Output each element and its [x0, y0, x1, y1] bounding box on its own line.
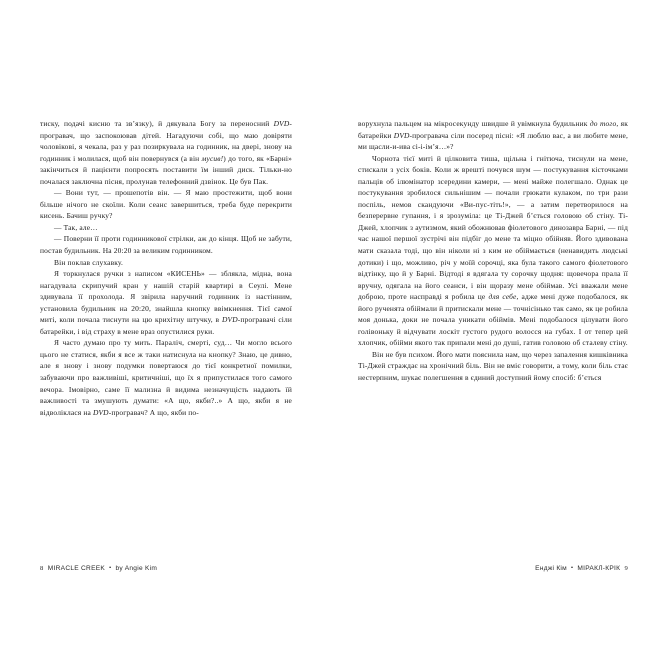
body-text: -програвач, що заспокоював дітей. Нагадуючи собі, що маю довіряти чоловікові, я чекала, раз у раз позиркувала на годинник, на двері, знову на годинник і молилася, щоб він повернувся (а він	[40, 119, 292, 163]
left-page-running-author: by Angie Kim	[115, 565, 158, 572]
right-page-running-author: Енджі Кім	[535, 565, 567, 572]
paragraph	[358, 349, 628, 384]
left-page-body-text	[40, 118, 292, 418]
paragraph	[40, 118, 292, 187]
emphasis-text: DVD	[221, 315, 238, 325]
paragraph	[40, 187, 292, 222]
paragraph	[40, 337, 292, 418]
emphasis-text: мусив!	[201, 153, 224, 163]
emphasis-text: DVD	[273, 119, 290, 128]
left-page-footer	[40, 565, 157, 572]
body-text: — Поверни її проти годинникової стрілки, аж до кінця. Щоб не забути, постав будильник. На 20:20 за великим годинником.	[40, 234, 292, 256]
body-text: ) до того, як «Барні» закінчиться й пацієнти попросять поставити їм інший диск. Тільки-но почалася заключна пісня, пролунав телефонний дзвінок. Це був Пак.	[40, 153, 293, 186]
body-text: ворухнула пальцем на мікросекунду швидше й увімкнула будильник	[358, 119, 590, 128]
body-text: — Так, але…	[54, 222, 98, 232]
paragraph	[40, 257, 292, 269]
right-page-footer	[535, 565, 628, 572]
paragraph	[40, 233, 292, 256]
emphasis-text: до того	[589, 119, 617, 128]
left-page-folio: 8	[40, 565, 44, 572]
body-text: -програвач? А що, якби по-	[108, 407, 199, 417]
right-page-folio: 9	[624, 565, 628, 572]
right-page-body-text	[358, 118, 628, 384]
body-text: -програвача сіли посеред пісні: «Я люблю вас, а ви любите мене, ми щасли-и-ива сі-і-імʼя…»?	[358, 130, 629, 152]
body-text: -програвачі сіли батарейки, і від страху в мене враз опустилися руки.	[40, 315, 292, 336]
emphasis-text: для себе	[488, 292, 517, 302]
body-text: , адже мені дуже подобалося, як його рученята обіймали й притискали мене — точнісінько так само, як це робила моя донька, доки не почала уникати обіймів. Мені подобалося цілувати його голівоньку й відчувати лоскіт густого рудого волосся на губах. І от тепер цей хлопчик, обійми якого так припали мені до душі, гатив головою об сталеву стіну.	[358, 292, 628, 348]
left-page-running-title: MIRACLE CREEK	[47, 565, 106, 572]
right-page-running-title: МІРАКЛ-КРІК	[577, 565, 621, 572]
paragraph	[40, 268, 292, 337]
paragraph	[358, 118, 628, 153]
body-text: Я торкнулася ручки з написом «КИСЕНЬ» — зблякла, мідна, вона нагадувала скрипучий кран у нашій старій квартирі в Сеулі. Мене здивувала її прохолода. Я звірила наручний годинник із настінним, установила будильник на 20:20, знайшла кнопку ввімкнення. Тієї самої миті, коли почала тиснути на цю крихітну штучку, в	[40, 269, 292, 325]
body-text: , як батарейки	[358, 119, 629, 140]
footer-separator-icon: ▪	[571, 565, 574, 572]
body-text: — Вони тут, — прошепотів він. — Я маю простежити, щоб вони більше нічого не скоїли. Коли сеанс завершиться, треба буде перекрити кисень. Бачиш ручку?	[40, 188, 292, 221]
body-text: Чорнота тієї миті й цілковита тиша, щільна і гнітюча, тиснули на мене, стискали з усіх боків. Коли ж врешті почувся шум — постукування кісточками пальців об ілюмінатор зсередини камери, — мені майже полегшало. Однак це постукування зробилося сильнішим — почали грюкати кулаком, по три рази поспіль, немов скандуючи «Ви-пус-тіть!», — а затим перетворилося на безперервне гупання, і я зрозуміла: це Ті-Джей бʼється головою об стіну. Ті-Джей, хлопчик з аутизмом, який обожнював фіолетового динозавра Барні, — під час нашої першої зустрічі він підбіг до мене та міцно обійняв. Його здивована мати сказала тоді, що він ніколи ні з ким не обіймається (ненавидить людські дотики) і що, можливо, річ у моїй сорочці, яка була такого самого фіолетового відтінку, що й у Барні. Відтоді я вдягала ту сорочку щодня: щовечора прала її вручну, одягала на його сеанси, і він щоразу мене обіймав. Усі вважали мене доброю, проте насправді я робила це	[358, 153, 628, 302]
paragraph	[358, 153, 628, 349]
right-page	[325, 0, 650, 650]
emphasis-text: DVD	[92, 407, 109, 417]
body-text: Я часто думаю про ту мить. Параліч, смерті, суд… Чи могло всього цього не статися, якби я все ж таки натиснула на кнопку? Знаю, це дивно, але я знову і знову подумки повертаюся до тієї конкретної помилки, забуваючи про важливіші, критичніші, що їх я припустилася того самого вечора. Імовірно, саме її мализна й видима незначущість надають їй важливості та змушують думати: «А що, якби?..» А що, якби я не відволіклася на	[40, 338, 292, 417]
paragraph	[40, 222, 292, 234]
body-text: тиску, подачі кисню та звʼязку), й дякувала Богу за переносний	[40, 119, 274, 128]
body-text: Він поклав слухавку.	[54, 257, 124, 267]
emphasis-text: DVD	[393, 130, 410, 140]
body-text: Він не був психом. Його мати пояснила нам, що через запалення кишківника Ті-Джей страждає на хронічний біль. Він не вміє говорити, а тому, коли біль стає нестерпним, шукає полегшення в єдиний доступний йому спосіб: бʼється	[358, 349, 628, 383]
footer-separator-icon: ▪	[109, 565, 112, 572]
